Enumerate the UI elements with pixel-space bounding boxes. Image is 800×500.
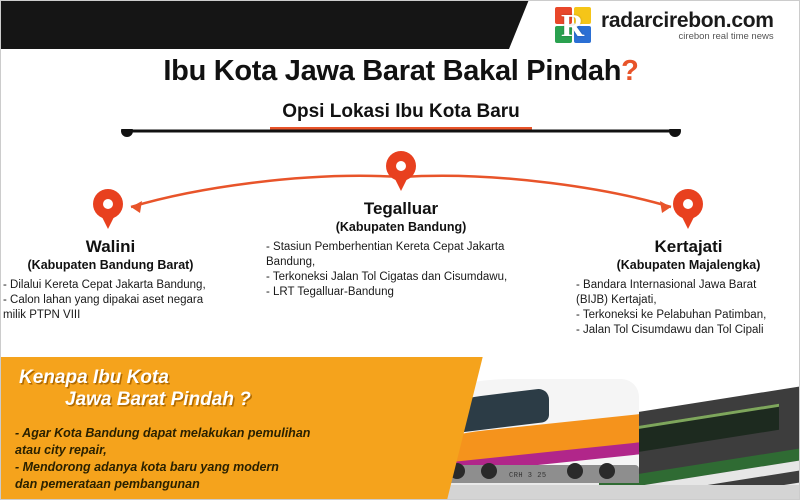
panel-point: - Mendorong adanya kota baru yang modern: [15, 460, 279, 474]
node-kertajati[interactable]: [576, 237, 800, 338]
node-points-kertajati: [576, 278, 800, 338]
node-title-walini: Walini: [85, 237, 136, 256]
page-title: [1, 55, 800, 88]
node-points-walini: [3, 278, 218, 323]
train-plate-text: CRH 3 25: [509, 472, 547, 480]
page-subtitle: Opsi Lokasi Ibu Kota Baru: [270, 101, 532, 130]
panel-title-line2: Jawa Barat Pindah ?: [65, 389, 251, 410]
node-points-tegalluar: [266, 240, 536, 300]
page-title-question-mark: ?: [621, 55, 639, 87]
node-point: - Dilalui Kereta Cepat Jakarta Bandung,: [3, 279, 206, 291]
panel-title: [19, 367, 251, 411]
node-point: milik PTPN VIII: [3, 309, 81, 321]
node-title-tegalluar: Tegalluar: [363, 199, 439, 218]
node-point: - Jalan Tol Cisumdawu dan Tol Cipali: [576, 324, 764, 336]
brand-tagline: cirebon real time news: [678, 30, 774, 42]
brand-block[interactable]: [549, 1, 800, 49]
node-subtitle-tegalluar: (Kabupaten Bandung): [335, 220, 467, 234]
brand-title: radarcirebon.com: [601, 8, 774, 32]
map-pin-icon-tegalluar: [386, 151, 416, 193]
map-pin-icon-walini: [93, 189, 123, 231]
panel-point: atau city repair,: [15, 443, 107, 457]
subtitle-wrap: [1, 101, 800, 130]
node-subtitle-walini: (Kabupaten Bandung Barat): [27, 258, 194, 272]
node-point: - LRT Tegalluar-Bandung: [266, 286, 394, 298]
panel-point: - Agar Kota Bandung dapat melakukan pemulihan: [15, 426, 311, 440]
node-point: - Terkoneksi ke Pelabuhan Patimban,: [576, 309, 767, 321]
node-tegalluar[interactable]: [266, 199, 536, 300]
node-point: - Bandara Internasional Jawa Barat: [576, 279, 757, 291]
node-point: (BIJB) Kertajati,: [576, 294, 657, 306]
node-title-kertajati: Kertajati: [654, 237, 723, 256]
node-point: - Stasiun Pemberhentian Kereta Cepat Jakarta: [266, 241, 505, 253]
node-point: Bandung,: [266, 256, 316, 268]
node-point: - Calon lahan yang dipakai aset negara: [3, 294, 204, 306]
node-subtitle-kertajati: (Kabupaten Majalengka): [616, 258, 761, 272]
panel-title-line1: Kenapa Ibu Kota: [19, 367, 169, 388]
map-pin-icon-kertajati: [673, 189, 703, 231]
radarcirebon-logo-icon: R: [555, 5, 595, 45]
location-diagram: [1, 129, 800, 359]
node-point: - Terkoneksi Jalan Tol Cigatas dan Cisumdawu,: [266, 271, 508, 283]
page-title-text: Ibu Kota Jawa Barat Bakal Pindah: [163, 55, 622, 87]
why-move-panel: [1, 357, 431, 499]
panel-points: [15, 425, 345, 493]
panel-point: dan pemerataan pembangunan: [15, 477, 200, 491]
header-bar: [1, 1, 800, 49]
node-walini[interactable]: [3, 237, 218, 323]
